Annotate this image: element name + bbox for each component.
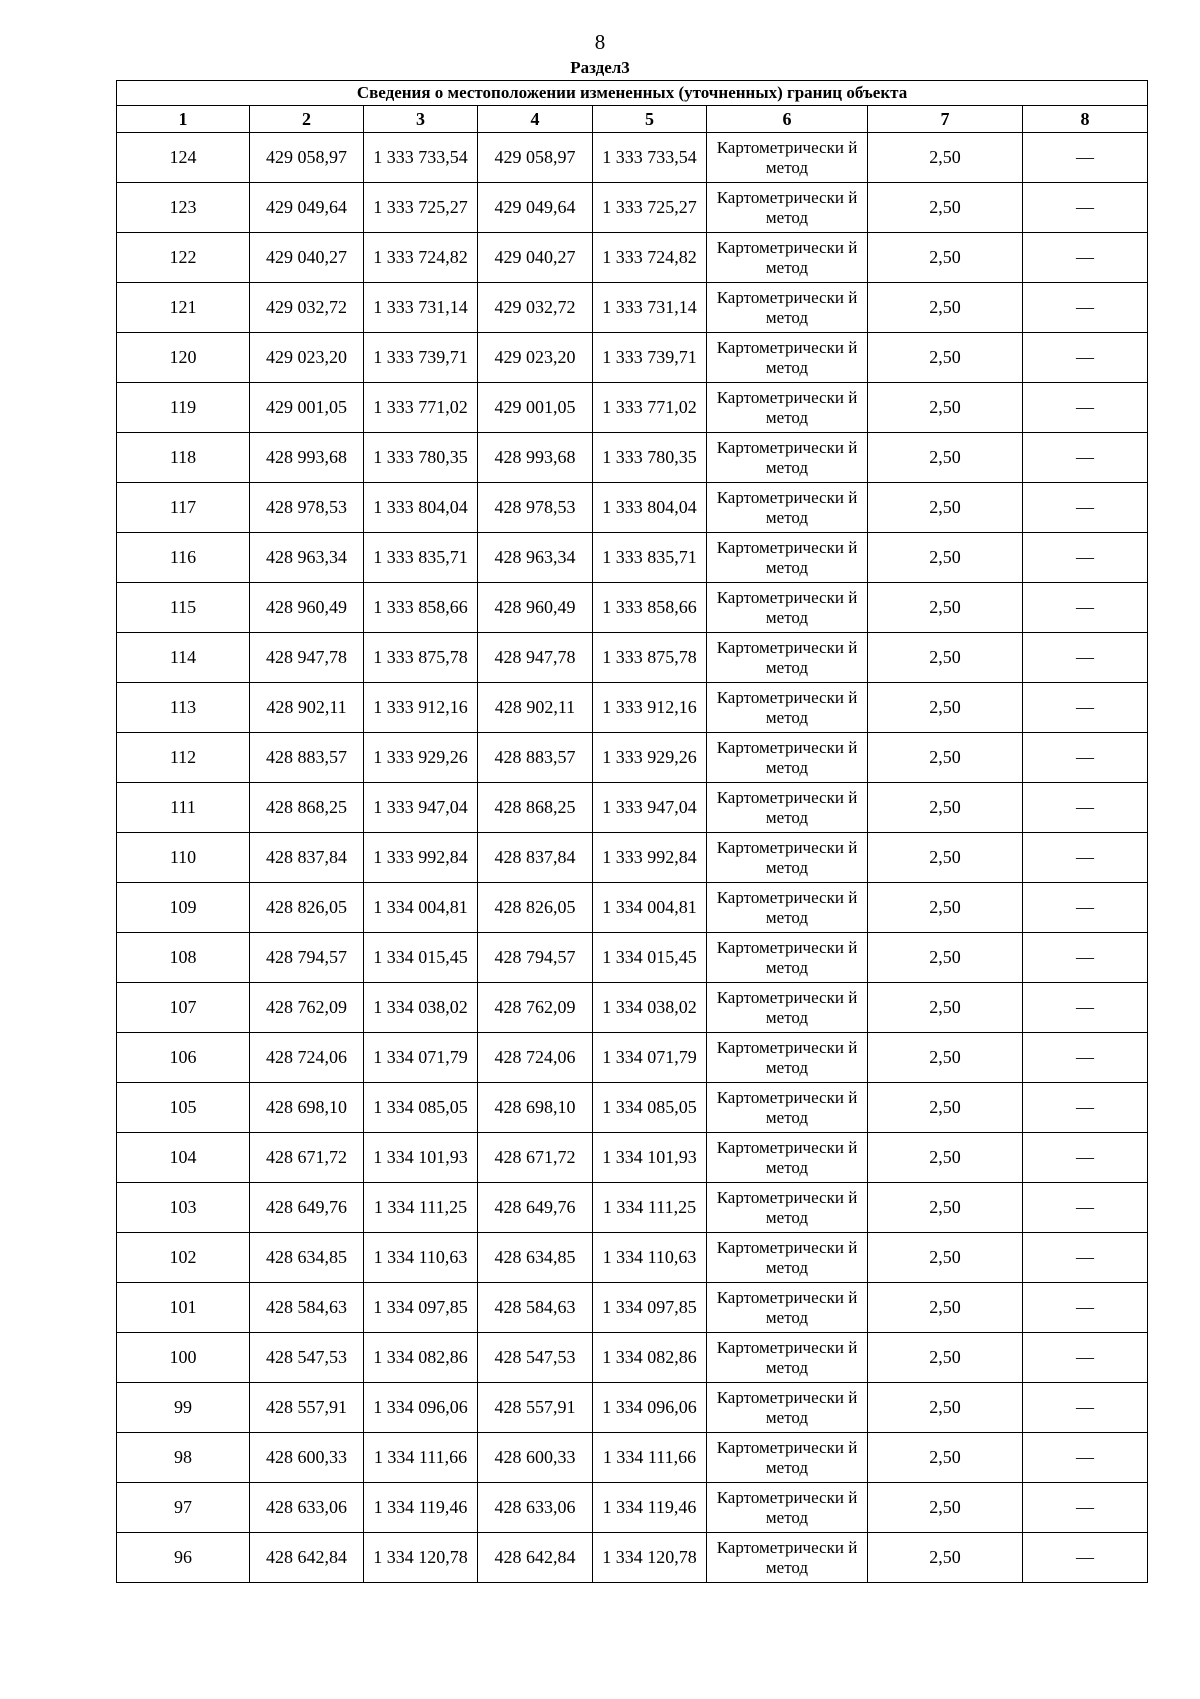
cell-accuracy: 2,50 (868, 183, 1023, 233)
cell-point-number: 109 (117, 883, 250, 933)
cell-x-existing: 428 671,72 (250, 1133, 364, 1183)
cell-method: Картометрически й метод (707, 533, 868, 583)
cell-point-number: 102 (117, 1233, 250, 1283)
cell-accuracy: 2,50 (868, 283, 1023, 333)
cell-method: Картометрически й метод (707, 333, 868, 383)
cell-accuracy: 2,50 (868, 1283, 1023, 1333)
cell-y-existing: 1 334 082,86 (364, 1333, 478, 1383)
column-number-4: 4 (478, 106, 593, 133)
table-row (117, 1333, 1148, 1383)
cell-x-new: 428 698,10 (478, 1083, 593, 1133)
cell-y-new: 1 334 004,81 (593, 883, 707, 933)
table-row (117, 583, 1148, 633)
cell-method: Картометрически й метод (707, 633, 868, 683)
cell-y-new: 1 334 110,63 (593, 1233, 707, 1283)
cell-description: — (1023, 533, 1148, 583)
cell-point-number: 105 (117, 1083, 250, 1133)
table-row (117, 683, 1148, 733)
cell-method: Картометрически й метод (707, 1183, 868, 1233)
cell-x-new: 429 032,72 (478, 283, 593, 333)
cell-description: — (1023, 483, 1148, 533)
cell-x-new: 428 642,84 (478, 1533, 593, 1583)
cell-y-existing: 1 333 733,54 (364, 133, 478, 183)
cell-y-existing: 1 334 119,46 (364, 1483, 478, 1533)
cell-x-new: 428 794,57 (478, 933, 593, 983)
cell-description: — (1023, 283, 1148, 333)
cell-description: — (1023, 683, 1148, 733)
table-row (117, 733, 1148, 783)
cell-y-existing: 1 333 835,71 (364, 533, 478, 583)
cell-x-existing: 428 600,33 (250, 1433, 364, 1483)
boundary-coordinates-table (116, 80, 1148, 1583)
cell-y-existing: 1 333 731,14 (364, 283, 478, 333)
cell-point-number: 108 (117, 933, 250, 983)
table-row (117, 383, 1148, 433)
cell-point-number: 98 (117, 1433, 250, 1483)
cell-y-new: 1 334 015,45 (593, 933, 707, 983)
table-row (117, 1483, 1148, 1533)
cell-point-number: 111 (117, 783, 250, 833)
cell-method: Картометрически й метод (707, 183, 868, 233)
table-row (117, 933, 1148, 983)
cell-y-new: 1 333 771,02 (593, 383, 707, 433)
table-row (117, 333, 1148, 383)
cell-description: — (1023, 733, 1148, 783)
cell-x-existing: 428 547,53 (250, 1333, 364, 1383)
cell-x-existing: 428 724,06 (250, 1033, 364, 1083)
cell-accuracy: 2,50 (868, 133, 1023, 183)
cell-point-number: 110 (117, 833, 250, 883)
cell-y-new: 1 333 992,84 (593, 833, 707, 883)
cell-accuracy: 2,50 (868, 383, 1023, 433)
column-number-8: 8 (1023, 106, 1148, 133)
cell-method: Картометрически й метод (707, 383, 868, 433)
cell-method: Картометрически й метод (707, 783, 868, 833)
cell-x-existing: 428 902,11 (250, 683, 364, 733)
cell-y-new: 1 333 724,82 (593, 233, 707, 283)
cell-point-number: 100 (117, 1333, 250, 1383)
cell-description: — (1023, 333, 1148, 383)
cell-x-new: 428 584,63 (478, 1283, 593, 1333)
cell-accuracy: 2,50 (868, 1133, 1023, 1183)
cell-x-existing: 428 762,09 (250, 983, 364, 1033)
table-row (117, 433, 1148, 483)
cell-description: — (1023, 233, 1148, 283)
cell-method: Картометрически й метод (707, 1083, 868, 1133)
cell-y-existing: 1 334 038,02 (364, 983, 478, 1033)
cell-y-new: 1 333 947,04 (593, 783, 707, 833)
cell-y-new: 1 333 733,54 (593, 133, 707, 183)
table-row (117, 233, 1148, 283)
cell-description: — (1023, 1383, 1148, 1433)
cell-point-number: 97 (117, 1483, 250, 1533)
cell-description: — (1023, 933, 1148, 983)
cell-y-existing: 1 334 085,05 (364, 1083, 478, 1133)
cell-x-existing: 429 023,20 (250, 333, 364, 383)
cell-point-number: 117 (117, 483, 250, 533)
cell-y-new: 1 334 111,25 (593, 1183, 707, 1233)
column-number-5: 5 (593, 106, 707, 133)
cell-method: Картометрически й метод (707, 833, 868, 883)
table-row (117, 1433, 1148, 1483)
cell-y-new: 1 333 858,66 (593, 583, 707, 633)
cell-method: Картометрически й метод (707, 933, 868, 983)
cell-point-number: 119 (117, 383, 250, 433)
cell-accuracy: 2,50 (868, 433, 1023, 483)
cell-method: Картометрически й метод (707, 483, 868, 533)
column-number-3: 3 (364, 106, 478, 133)
cell-x-new: 428 963,34 (478, 533, 593, 583)
cell-x-new: 428 762,09 (478, 983, 593, 1033)
cell-point-number: 112 (117, 733, 250, 783)
cell-x-existing: 428 883,57 (250, 733, 364, 783)
cell-y-existing: 1 333 771,02 (364, 383, 478, 433)
table-row (117, 633, 1148, 683)
cell-description: — (1023, 583, 1148, 633)
cell-x-existing: 429 040,27 (250, 233, 364, 283)
cell-y-new: 1 333 725,27 (593, 183, 707, 233)
cell-y-existing: 1 333 804,04 (364, 483, 478, 533)
cell-point-number: 123 (117, 183, 250, 233)
cell-method: Картометрически й метод (707, 983, 868, 1033)
cell-accuracy: 2,50 (868, 1383, 1023, 1433)
table-row (117, 133, 1148, 183)
column-number-6: 6 (707, 106, 868, 133)
cell-accuracy: 2,50 (868, 733, 1023, 783)
cell-y-new: 1 333 731,14 (593, 283, 707, 333)
cell-y-existing: 1 334 096,06 (364, 1383, 478, 1433)
cell-y-new: 1 333 804,04 (593, 483, 707, 533)
cell-x-existing: 428 794,57 (250, 933, 364, 983)
cell-x-existing: 429 001,05 (250, 383, 364, 433)
cell-x-new: 428 633,06 (478, 1483, 593, 1533)
cell-method: Картометрически й метод (707, 1483, 868, 1533)
cell-accuracy: 2,50 (868, 783, 1023, 833)
cell-y-new: 1 334 111,66 (593, 1433, 707, 1483)
cell-y-new: 1 334 097,85 (593, 1283, 707, 1333)
cell-description: — (1023, 1133, 1148, 1183)
cell-x-existing: 428 642,84 (250, 1533, 364, 1583)
column-number-row (117, 106, 1148, 133)
cell-y-new: 1 334 071,79 (593, 1033, 707, 1083)
cell-method: Картометрически й метод (707, 1033, 868, 1083)
section-title: Раздел3 (570, 58, 630, 77)
table-caption: Сведения о местоположении измененных (уточненных) границ объекта (117, 81, 1148, 106)
cell-accuracy: 2,50 (868, 633, 1023, 683)
cell-method: Картометрически й метод (707, 1433, 868, 1483)
cell-point-number: 122 (117, 233, 250, 283)
cell-x-existing: 428 584,63 (250, 1283, 364, 1333)
cell-x-new: 428 547,53 (478, 1333, 593, 1383)
cell-point-number: 96 (117, 1533, 250, 1583)
cell-method: Картометрически й метод (707, 1383, 868, 1433)
cell-y-existing: 1 333 912,16 (364, 683, 478, 733)
table-row (117, 533, 1148, 583)
cell-description: — (1023, 1083, 1148, 1133)
cell-x-existing: 428 837,84 (250, 833, 364, 883)
cell-x-new: 428 634,85 (478, 1233, 593, 1283)
cell-y-existing: 1 333 780,35 (364, 433, 478, 483)
cell-accuracy: 2,50 (868, 1333, 1023, 1383)
cell-description: — (1023, 1283, 1148, 1333)
table-row (117, 833, 1148, 883)
cell-x-existing: 428 947,78 (250, 633, 364, 683)
column-number-2: 2 (250, 106, 364, 133)
table-caption-row (117, 81, 1148, 106)
cell-accuracy: 2,50 (868, 683, 1023, 733)
cell-y-existing: 1 334 004,81 (364, 883, 478, 933)
cell-method: Картометрически й метод (707, 133, 868, 183)
cell-y-existing: 1 333 739,71 (364, 333, 478, 383)
cell-point-number: 120 (117, 333, 250, 383)
cell-y-new: 1 333 780,35 (593, 433, 707, 483)
cell-y-new: 1 334 120,78 (593, 1533, 707, 1583)
cell-description: — (1023, 883, 1148, 933)
cell-x-existing: 428 826,05 (250, 883, 364, 933)
cell-x-existing: 428 993,68 (250, 433, 364, 483)
cell-point-number: 116 (117, 533, 250, 583)
cell-accuracy: 2,50 (868, 483, 1023, 533)
cell-point-number: 114 (117, 633, 250, 683)
cell-accuracy: 2,50 (868, 1083, 1023, 1133)
cell-point-number: 99 (117, 1383, 250, 1433)
cell-y-new: 1 333 929,26 (593, 733, 707, 783)
cell-description: — (1023, 783, 1148, 833)
cell-point-number: 103 (117, 1183, 250, 1233)
cell-y-new: 1 334 038,02 (593, 983, 707, 1033)
cell-x-existing: 429 049,64 (250, 183, 364, 233)
cell-point-number: 107 (117, 983, 250, 1033)
cell-y-new: 1 334 119,46 (593, 1483, 707, 1533)
table-row (117, 483, 1148, 533)
cell-y-new: 1 334 096,06 (593, 1383, 707, 1433)
cell-point-number: 118 (117, 433, 250, 483)
cell-description: — (1023, 1433, 1148, 1483)
cell-accuracy: 2,50 (868, 883, 1023, 933)
cell-x-new: 428 868,25 (478, 783, 593, 833)
cell-x-new: 428 978,53 (478, 483, 593, 533)
cell-description: — (1023, 983, 1148, 1033)
cell-description: — (1023, 1483, 1148, 1533)
cell-accuracy: 2,50 (868, 233, 1023, 283)
cell-y-new: 1 333 875,78 (593, 633, 707, 683)
cell-y-existing: 1 333 724,82 (364, 233, 478, 283)
cell-x-existing: 429 032,72 (250, 283, 364, 333)
cell-y-existing: 1 334 120,78 (364, 1533, 478, 1583)
cell-accuracy: 2,50 (868, 1233, 1023, 1283)
cell-x-existing: 429 058,97 (250, 133, 364, 183)
cell-x-new: 429 023,20 (478, 333, 593, 383)
cell-method: Картометрически й метод (707, 283, 868, 333)
cell-x-new: 428 724,06 (478, 1033, 593, 1083)
cell-x-existing: 428 978,53 (250, 483, 364, 533)
cell-y-existing: 1 333 929,26 (364, 733, 478, 783)
cell-method: Картометрически й метод (707, 1233, 868, 1283)
cell-y-existing: 1 334 101,93 (364, 1133, 478, 1183)
cell-x-new: 428 557,91 (478, 1383, 593, 1433)
cell-y-new: 1 333 912,16 (593, 683, 707, 733)
cell-accuracy: 2,50 (868, 1483, 1023, 1533)
table-row (117, 883, 1148, 933)
table-row (117, 1283, 1148, 1333)
cell-x-new: 428 947,78 (478, 633, 593, 683)
cell-point-number: 113 (117, 683, 250, 733)
cell-x-new: 428 902,11 (478, 683, 593, 733)
cell-point-number: 104 (117, 1133, 250, 1183)
cell-description: — (1023, 1533, 1148, 1583)
cell-point-number: 115 (117, 583, 250, 633)
cell-x-new: 428 649,76 (478, 1183, 593, 1233)
cell-accuracy: 2,50 (868, 933, 1023, 983)
cell-method: Картометрически й метод (707, 883, 868, 933)
cell-description: — (1023, 383, 1148, 433)
cell-method: Картометрически й метод (707, 733, 868, 783)
cell-x-new: 428 960,49 (478, 583, 593, 633)
cell-accuracy: 2,50 (868, 983, 1023, 1033)
cell-x-existing: 428 634,85 (250, 1233, 364, 1283)
table-row (117, 1083, 1148, 1133)
cell-y-existing: 1 333 992,84 (364, 833, 478, 883)
cell-accuracy: 2,50 (868, 1433, 1023, 1483)
cell-method: Картометрически й метод (707, 683, 868, 733)
cell-accuracy: 2,50 (868, 1183, 1023, 1233)
cell-x-existing: 428 698,10 (250, 1083, 364, 1133)
cell-x-new: 429 040,27 (478, 233, 593, 283)
cell-description: — (1023, 1233, 1148, 1283)
cell-y-new: 1 334 085,05 (593, 1083, 707, 1133)
table-row (117, 1233, 1148, 1283)
table-row (117, 183, 1148, 233)
cell-y-existing: 1 334 110,63 (364, 1233, 478, 1283)
cell-method: Картометрически й метод (707, 1333, 868, 1383)
cell-description: — (1023, 633, 1148, 683)
cell-accuracy: 2,50 (868, 583, 1023, 633)
cell-y-existing: 1 334 111,66 (364, 1433, 478, 1483)
cell-accuracy: 2,50 (868, 1533, 1023, 1583)
cell-y-existing: 1 333 947,04 (364, 783, 478, 833)
column-number-1: 1 (117, 106, 250, 133)
cell-description: — (1023, 133, 1148, 183)
cell-x-new: 428 671,72 (478, 1133, 593, 1183)
table-row (117, 1533, 1148, 1583)
cell-accuracy: 2,50 (868, 833, 1023, 883)
cell-x-existing: 428 557,91 (250, 1383, 364, 1433)
cell-description: — (1023, 1333, 1148, 1383)
cell-x-new: 428 883,57 (478, 733, 593, 783)
cell-y-existing: 1 333 725,27 (364, 183, 478, 233)
cell-x-new: 429 049,64 (478, 183, 593, 233)
table-body (117, 133, 1148, 1583)
cell-x-existing: 428 633,06 (250, 1483, 364, 1533)
cell-x-new: 428 826,05 (478, 883, 593, 933)
cell-y-existing: 1 334 071,79 (364, 1033, 478, 1083)
cell-x-new: 429 058,97 (478, 133, 593, 183)
cell-x-new: 428 600,33 (478, 1433, 593, 1483)
table-row (117, 1133, 1148, 1183)
cell-accuracy: 2,50 (868, 333, 1023, 383)
cell-x-new: 428 837,84 (478, 833, 593, 883)
cell-point-number: 106 (117, 1033, 250, 1083)
table-row (117, 283, 1148, 333)
cell-method: Картометрически й метод (707, 233, 868, 283)
table-row (117, 1033, 1148, 1083)
cell-method: Картометрически й метод (707, 433, 868, 483)
cell-description: — (1023, 1183, 1148, 1233)
cell-y-existing: 1 334 097,85 (364, 1283, 478, 1333)
cell-y-new: 1 334 082,86 (593, 1333, 707, 1383)
table-row (117, 1183, 1148, 1233)
cell-y-new: 1 333 739,71 (593, 333, 707, 383)
cell-method: Картометрически й метод (707, 1533, 868, 1583)
cell-description: — (1023, 1033, 1148, 1083)
cell-x-new: 429 001,05 (478, 383, 593, 433)
cell-accuracy: 2,50 (868, 533, 1023, 583)
cell-y-existing: 1 334 111,25 (364, 1183, 478, 1233)
cell-y-existing: 1 334 015,45 (364, 933, 478, 983)
cell-point-number: 121 (117, 283, 250, 333)
cell-description: — (1023, 833, 1148, 883)
cell-accuracy: 2,50 (868, 1033, 1023, 1083)
cell-x-existing: 428 649,76 (250, 1183, 364, 1233)
column-number-7: 7 (868, 106, 1023, 133)
cell-method: Картометрически й метод (707, 583, 868, 633)
table-row (117, 1383, 1148, 1433)
cell-y-existing: 1 333 875,78 (364, 633, 478, 683)
cell-x-existing: 428 868,25 (250, 783, 364, 833)
cell-description: — (1023, 433, 1148, 483)
cell-method: Картометрически й метод (707, 1283, 868, 1333)
cell-y-new: 1 333 835,71 (593, 533, 707, 583)
page-number: 8 (594, 30, 606, 54)
cell-point-number: 124 (117, 133, 250, 183)
cell-x-existing: 428 963,34 (250, 533, 364, 583)
cell-x-existing: 428 960,49 (250, 583, 364, 633)
table-row (117, 783, 1148, 833)
cell-point-number: 101 (117, 1283, 250, 1333)
cell-y-existing: 1 333 858,66 (364, 583, 478, 633)
cell-method: Картометрически й метод (707, 1133, 868, 1183)
cell-y-new: 1 334 101,93 (593, 1133, 707, 1183)
cell-description: — (1023, 183, 1148, 233)
table-row (117, 983, 1148, 1033)
cell-x-new: 428 993,68 (478, 433, 593, 483)
